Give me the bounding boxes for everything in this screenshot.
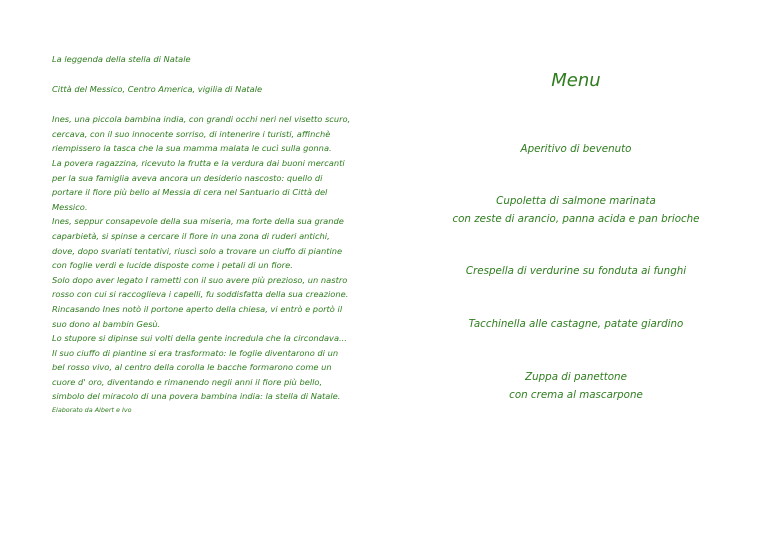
menu-course-crespella bbox=[430, 262, 722, 280]
story-place: Città del Messico, Centro America, vigilia di Natale bbox=[52, 83, 263, 94]
course-line: Aperitivo di bevenuto bbox=[520, 143, 632, 155]
course-line: Cupoletta di salmone marinata bbox=[496, 195, 656, 207]
course-line-detail: con zeste di arancio, panna acida e pan brioche bbox=[452, 213, 700, 225]
menu-column bbox=[430, 68, 722, 404]
story-paragraph: Ines, una piccola bambina india, con grandi occhi neri nel visetto scuro, cercava, con il suo innocente sorriso, di intenerire i turisti, affinchè riempissero la tasca che la sua mamma malata le cucì sulla gonna. bbox=[52, 114, 351, 154]
menu-course-aperitivo bbox=[430, 140, 722, 158]
story-body bbox=[52, 112, 352, 404]
menu-course-cupoletta bbox=[430, 192, 722, 228]
story-paragraph: Rincasando Ines notò il portone aperto della chiesa, vi entrò e portò il suo dono al bambin Gesù. bbox=[52, 303, 343, 329]
story-paragraph: Ines, seppur consapevole della sua miseria, ma forte della sua grande caparbietà, si spinse a cercare il fiore in una zona di ruderi antichi, dove, dopo svariati tentativi, riuscì solo a trovare un ciuffo di piantine con foglie verdi e lucide disposte come i petali di un fiore. bbox=[52, 216, 344, 271]
story-paragraph: Solo dopo aver legato I rametti con il suo avere più prezioso, un nastro rosso con cui si raccoglieva i capelli, fu soddisfatta della sua creazione. bbox=[52, 274, 349, 300]
course-line-detail: con crema al mascarpone bbox=[509, 389, 643, 401]
story-column bbox=[52, 52, 352, 415]
course-line: Zuppa di panettone bbox=[525, 371, 627, 383]
menu-title: Menu bbox=[551, 70, 601, 91]
story-paragraph: Il suo ciuffo di piantine si era trasformato: le foglie diventarono di un bel rosso vivo, al centro della corolla le bacche formarono come un cuore d' oro, diventando e rimanendo negli anni il fiore più bello, simbolo del miracolo di una povera bambina india: la stella di Natale. bbox=[52, 347, 341, 402]
story-title: La leggenda della stella di Natale bbox=[52, 54, 191, 64]
course-line: Tacchinella alle castagne, patate giardino bbox=[468, 318, 684, 330]
story-credit: Elaborato da Albert e Ivo bbox=[52, 406, 132, 415]
menu-course-tacchinella bbox=[430, 315, 722, 333]
story-paragraph: Lo stupore si dipinse sui volti della gente incredula che la circondava... bbox=[52, 333, 347, 344]
course-line: Crespella di verdurine su fonduta ai funghi bbox=[465, 265, 687, 277]
menu-course-zuppa bbox=[430, 368, 722, 404]
story-paragraph: La povera ragazzina, ricevuto la frutta e la verdura dai buoni mercanti per la sua famiglia aveva ancora un desiderio nascosto: quello di portare il fiore più bello al Messia di cera nel Santuario di Città del Messico. bbox=[52, 157, 345, 212]
